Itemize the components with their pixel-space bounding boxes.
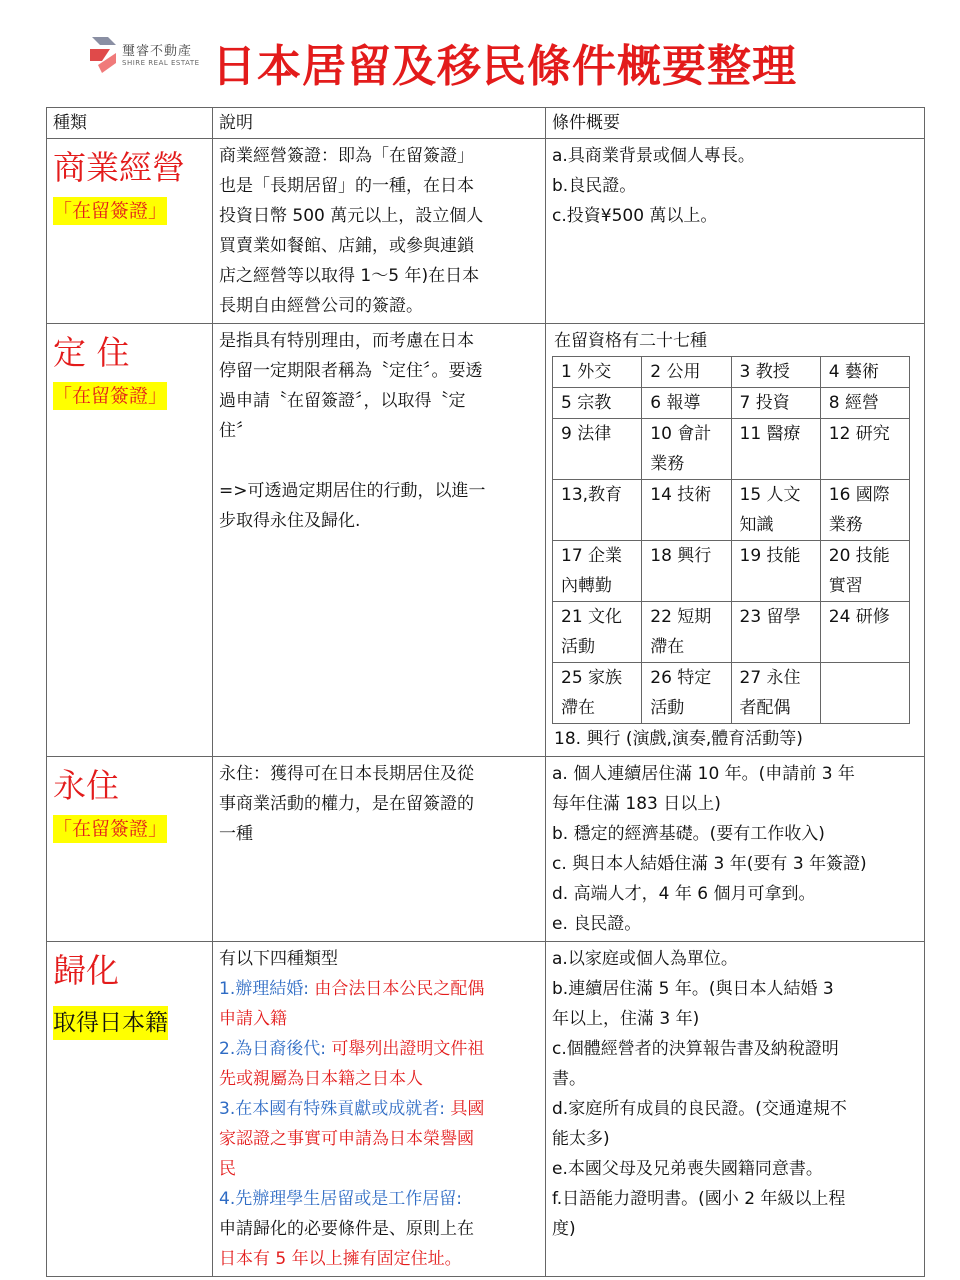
desc-cell (213, 942, 546, 1277)
desc-cell (213, 139, 546, 324)
cond-title: 在留資格有二十七種 (554, 331, 707, 351)
brand-name: 璽睿不動產 (122, 44, 193, 59)
desc-line: =>可透過定期居住的行動，以進一 (219, 481, 486, 501)
grid-cell: 16 國際業務 (820, 480, 909, 541)
desc-line: 一種 (219, 824, 253, 844)
grid-cell: 21 文化活動 (553, 602, 642, 663)
grid-cell: 25 家族滯在 (553, 663, 642, 724)
desc-line: 永住：獲得可在日本長期居住及從 (219, 764, 474, 784)
grid-cell: 8 經營 (820, 388, 909, 419)
type-text: 家認證之事實可申請為日本榮譽國 (219, 1129, 474, 1149)
cond-line: c.投資¥500 萬以上。 (552, 206, 718, 226)
category-name: 商業經營 (53, 148, 185, 187)
grid-cell: 20 技能實習 (820, 541, 909, 602)
grid-cell: 17 企業內轉勤 (553, 541, 642, 602)
grid-cell (820, 663, 909, 724)
header-cond: 條件概要 (546, 108, 925, 139)
grid-cell: 4 藝術 (820, 357, 909, 388)
cond-cell (546, 324, 925, 757)
type-label: 4.先辦理學生居留或是工作居留: (219, 1189, 462, 1209)
visa-type-grid (552, 356, 910, 724)
desc-line: 步取得永住及歸化. (219, 511, 361, 531)
type-item (219, 1034, 539, 1064)
type-text: 申請入籍 (219, 1009, 287, 1029)
type-text: 由合法日本公民之配偶 (308, 979, 485, 999)
grid-cell: 24 研修 (820, 602, 909, 663)
type-text: 日本有 5 年以上擁有固定住址。 (219, 1249, 462, 1269)
category-badge: 「在留簽證」 (53, 815, 167, 843)
brand-logo-icon (88, 35, 118, 75)
cond-line: 每年住滿 183 日以上) (552, 794, 721, 814)
grid-cell: 3 教授 (731, 357, 820, 388)
grid-cell: 18 興行 (642, 541, 731, 602)
desc-line: 住〞 (219, 421, 253, 441)
grid-cell: 19 技能 (731, 541, 820, 602)
desc-line: 店之經營等以取得 1～5 年)在日本 (219, 266, 480, 286)
desc-cell (213, 757, 546, 942)
grid-cell: 23 留學 (731, 602, 820, 663)
header-type: 種類 (47, 108, 213, 139)
category-name: 定 住 (53, 333, 130, 372)
grid-row (553, 541, 910, 602)
type-cell (47, 757, 213, 942)
type-text: 具國 (444, 1099, 485, 1119)
grid-cell: 7 投資 (731, 388, 820, 419)
type-text: 先或親屬為日本籍之日本人 (219, 1069, 423, 1089)
type-item (219, 974, 539, 1004)
desc-line: 停留一定期限者稱為〝定住〞。要透 (219, 361, 483, 381)
cond-cell (546, 942, 925, 1277)
type-text: 申請歸化的必要條件是、原則上在 (219, 1219, 474, 1239)
category-badge: 「在留簽證」 (53, 382, 167, 410)
grid-cell: 10 會計業務 (642, 419, 731, 480)
desc-line: 買賣業如餐館、店鋪，或參與連鎖 (219, 236, 474, 256)
grid-cell: 11 醫療 (731, 419, 820, 480)
desc-line: 是指具有特別理由，而考慮在日本 (219, 331, 474, 351)
cond-cell (546, 139, 925, 324)
table-row-permanent (47, 757, 925, 942)
desc-line: 投資日幣 500 萬元以上，設立個人 (219, 206, 484, 226)
grid-cell: 9 法律 (553, 419, 642, 480)
grid-cell: 14 技術 (642, 480, 731, 541)
cond-line: f.日語能力證明書。(國小 2 年級以上程 (552, 1189, 846, 1209)
grid-cell: 27 永住者配偶 (731, 663, 820, 724)
cond-note: 18. 興行 (演戲,演奏,體育活動等) (554, 729, 803, 749)
category-badge: 「在留簽證」 (53, 197, 167, 225)
desc-line: 長期自由經營公司的簽證。 (219, 296, 423, 316)
cond-line: e. 良民證。 (552, 914, 642, 934)
table-header-row (47, 108, 925, 139)
type-text: 民 (219, 1159, 236, 1179)
desc-intro: 有以下四種類型 (219, 949, 338, 969)
grid-cell: 1 外交 (553, 357, 642, 388)
grid-cell: 15 人文知識 (731, 480, 820, 541)
cond-line: 能太多) (552, 1129, 610, 1149)
type-label: 2.為日裔後代: (219, 1039, 326, 1059)
category-badge: 取得日本籍 (53, 1006, 168, 1040)
table-row-naturalize (47, 942, 925, 1277)
cond-line: e.本國父母及兄弟喪失國籍同意書。 (552, 1159, 823, 1179)
desc-line: 商業經營簽證：即為「在留簽證」 (219, 146, 474, 166)
desc-line: 也是「長期居留」的一種，在日本 (219, 176, 474, 196)
category-name: 永住 (53, 766, 119, 805)
category-name: 歸化 (53, 951, 119, 990)
cond-line: 年以上，住滿 3 年) (552, 1009, 700, 1029)
type-cell (47, 942, 213, 1277)
desc-line: 事商業活動的權力，是在留簽證的 (219, 794, 474, 814)
grid-cell: 2 公用 (642, 357, 731, 388)
cond-cell (546, 757, 925, 942)
desc-cell (213, 324, 546, 757)
cond-line: d. 高端人才，4 年 6 個月可拿到。 (552, 884, 816, 904)
cond-line: a. 個人連續居住滿 10 年。(申請前 3 年 (552, 764, 855, 784)
type-text: 可舉列出證明文件祖 (325, 1039, 485, 1059)
grid-row (553, 357, 910, 388)
desc-line: 過申請〝在留簽證〞，以取得〝定 (219, 391, 466, 411)
grid-row (553, 419, 910, 480)
cond-line: 書。 (552, 1069, 586, 1089)
page-title: 日本居留及移民條件概要整理 (212, 41, 797, 92)
type-cell (47, 139, 213, 324)
type-label: 1.辦理結婚: (219, 979, 309, 999)
brand-name-en: SHIRE REAL ESTATE (122, 59, 200, 67)
cond-line: b.良民證。 (552, 176, 637, 196)
cond-line: a.具商業背景或個人專長。 (552, 146, 755, 166)
grid-row (553, 663, 910, 724)
grid-cell: 5 宗教 (553, 388, 642, 419)
cond-line: b.連續居住滿 5 年。(與日本人結婚 3 (552, 979, 834, 999)
grid-cell: 13,教育 (553, 480, 642, 541)
cond-line: b. 穩定的經濟基礎。(要有工作收入) (552, 824, 825, 844)
grid-row (553, 602, 910, 663)
grid-cell: 12 研究 (820, 419, 909, 480)
type-item (219, 1094, 539, 1124)
cond-line: c. 與日本人結婚住滿 3 年(要有 3 年簽證) (552, 854, 867, 874)
cond-line: c.個體經營者的決算報告書及納稅證明 (552, 1039, 839, 1059)
cond-line: 度) (552, 1219, 576, 1239)
cond-line: a.以家庭或個人為單位。 (552, 949, 738, 969)
grid-row (553, 388, 910, 419)
grid-cell: 26 特定活動 (642, 663, 731, 724)
type-label: 3.在本國有特殊貢獻或成就者: (219, 1099, 445, 1119)
type-cell (47, 324, 213, 757)
table-row-business (47, 139, 925, 324)
cond-line: d.家庭所有成員的良民證。(交通違規不 (552, 1099, 847, 1119)
grid-cell: 6 報導 (642, 388, 731, 419)
header-desc: 說明 (213, 108, 546, 139)
grid-row (553, 480, 910, 541)
grid-cell: 22 短期滯在 (642, 602, 731, 663)
page-header (0, 0, 960, 100)
summary-table (46, 107, 925, 1277)
table-row-settle (47, 324, 925, 757)
